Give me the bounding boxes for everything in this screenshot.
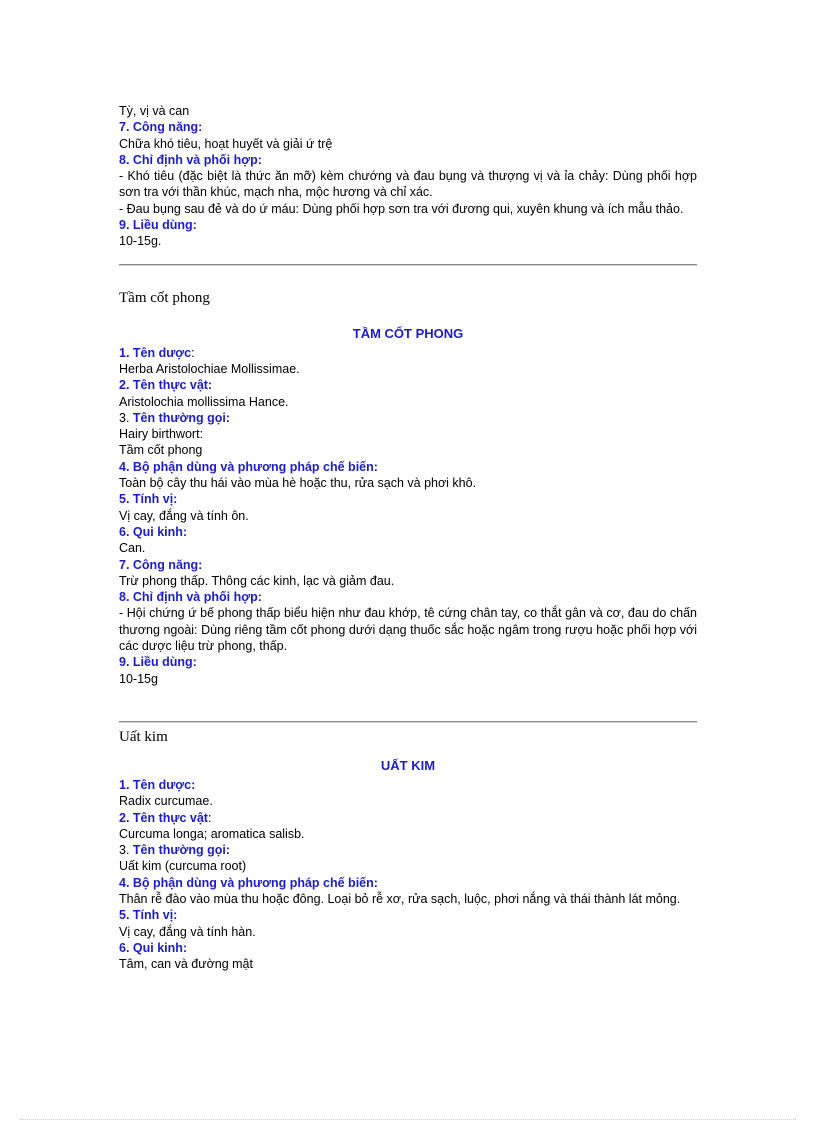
ten-duoc-heading: 1. Tên dược: bbox=[119, 777, 196, 792]
qui-kinh-text: Tâm, can và đường mật bbox=[119, 957, 253, 972]
chi-dinh-heading: 8. Chỉ định và phối hợp: bbox=[119, 590, 262, 605]
tinh-vi-heading: 5. Tính vị: bbox=[119, 492, 178, 507]
document-page bbox=[119, 103, 697, 972]
tam-cot-phong-section bbox=[119, 289, 697, 687]
cong-nang-text: Trừ phong thấp. Thông các kinh, lạc và giảm đau. bbox=[119, 573, 395, 588]
entry-heading: TẦM CỐT PHONG bbox=[352, 325, 464, 341]
ten-thuc-vat-text: Aristolochia mollissima Hance. bbox=[119, 394, 289, 409]
ten-thuong-goi-heading: 3. Tên thường gọi: bbox=[119, 410, 230, 425]
bo-phan-dung-text: Toàn bộ cây thu hái vào mùa hè hoặc thu, rửa sạch và phơi khô. bbox=[119, 476, 477, 491]
bo-phan-dung-heading: 4. Bộ phận dùng và phương pháp chế biến: bbox=[119, 459, 378, 474]
lieu-dung-text: 10-15g bbox=[119, 671, 158, 686]
cong-nang-heading: 7. Công năng: bbox=[119, 557, 203, 572]
lieu-dung-heading: 9. Liều dùng: bbox=[119, 218, 197, 233]
qui-kinh-heading: 6. Qui kinh: bbox=[119, 940, 188, 955]
tinh-vi-text: Vị cay, đắng và tính ôn. bbox=[119, 508, 249, 523]
tinh-vi-heading: 5. Tính vị: bbox=[119, 908, 178, 923]
chi-dinh-text-2: - Đau bụng sau đẻ và do ứ máu: Dùng phối hợp sơn tra với đương qui, xuyên khung và ích mẫu thảo. bbox=[119, 201, 684, 216]
son-tra-section-tail bbox=[119, 103, 697, 250]
ten-thuc-vat-heading: 2. Tên thực vật: bbox=[119, 810, 212, 825]
bo-phan-dung-heading: 4. Bộ phận dùng và phương pháp chế biến: bbox=[119, 875, 378, 890]
ten-duoc-heading: 1. Tên dược: bbox=[119, 345, 195, 360]
ten-thuc-vat-heading: 2. Tên thực vật: bbox=[119, 378, 213, 393]
chi-dinh-text: - Hội chứng ứ bế phong thấp biểu hiện như đau khớp, tê cứng chân tay, co thắt gân và cơ, đau do chấn thương ngoài: Dùng riêng tầm cốt phong dưới dạng thuốc sắc hoặc ngâm trong rượu hoặc phối hợp với các dược liệu trừ phong, thấp. bbox=[119, 606, 697, 654]
entry-title: Tầm cốt phong bbox=[119, 289, 210, 306]
ten-duoc-text: Herba Aristolochiae Mollissimae. bbox=[119, 361, 300, 376]
qui-kinh-heading: 6. Qui kinh: bbox=[119, 524, 188, 539]
entry-title: Uất kim bbox=[119, 728, 168, 745]
cong-nang-text: Chữa khó tiêu, hoạt huyết và giải ứ trệ bbox=[119, 136, 333, 151]
section-divider bbox=[119, 721, 697, 723]
uat-kim-section bbox=[119, 728, 697, 973]
lieu-dung-heading: 9. Liều dùng: bbox=[119, 655, 197, 670]
lieu-dung-text: 10-15g. bbox=[119, 234, 162, 249]
page-bottom-border bbox=[20, 1119, 796, 1120]
ten-thuong-goi-text-2: Tầm cốt phong bbox=[119, 443, 203, 458]
qui-kinh-text: Can. bbox=[119, 541, 146, 556]
ten-thuong-goi-text: Uất kim (curcuma root) bbox=[119, 859, 247, 874]
ten-thuc-vat-text: Curcuma longa; aromatica salisb. bbox=[119, 826, 305, 841]
cong-nang-heading: 7. Công năng: bbox=[119, 120, 203, 135]
chi-dinh-text-1: - Khó tiêu (đặc biệt là thức ăn mỡ) kèm chướng và đau bụng và thượng vị và ỉa chảy: Dùng phối hợp sơn tra với thần khúc, mạch nha, mộc hương và chỉ xác. bbox=[119, 169, 697, 200]
section-divider bbox=[119, 264, 697, 266]
qui-kinh-text: Tỳ, vị và can bbox=[119, 104, 190, 118]
chi-dinh-heading: 8. Chỉ định và phối hợp: bbox=[119, 152, 262, 167]
ten-thuong-goi-heading: 3. Tên thường gọi: bbox=[119, 843, 230, 858]
entry-heading: UẤT KIM bbox=[380, 757, 436, 773]
ten-thuong-goi-text-1: Hairy birthwort: bbox=[119, 427, 204, 442]
ten-duoc-text: Radix curcumae. bbox=[119, 794, 213, 809]
tinh-vi-text: Vị cay, đắng và tính hàn. bbox=[119, 924, 256, 939]
bo-phan-dung-text: Thân rễ đào vào mùa thu hoặc đông. Loại bỏ rễ xơ, rửa sạch, luộc, phơi nắng và thái thành lát mỏng. bbox=[119, 891, 681, 906]
